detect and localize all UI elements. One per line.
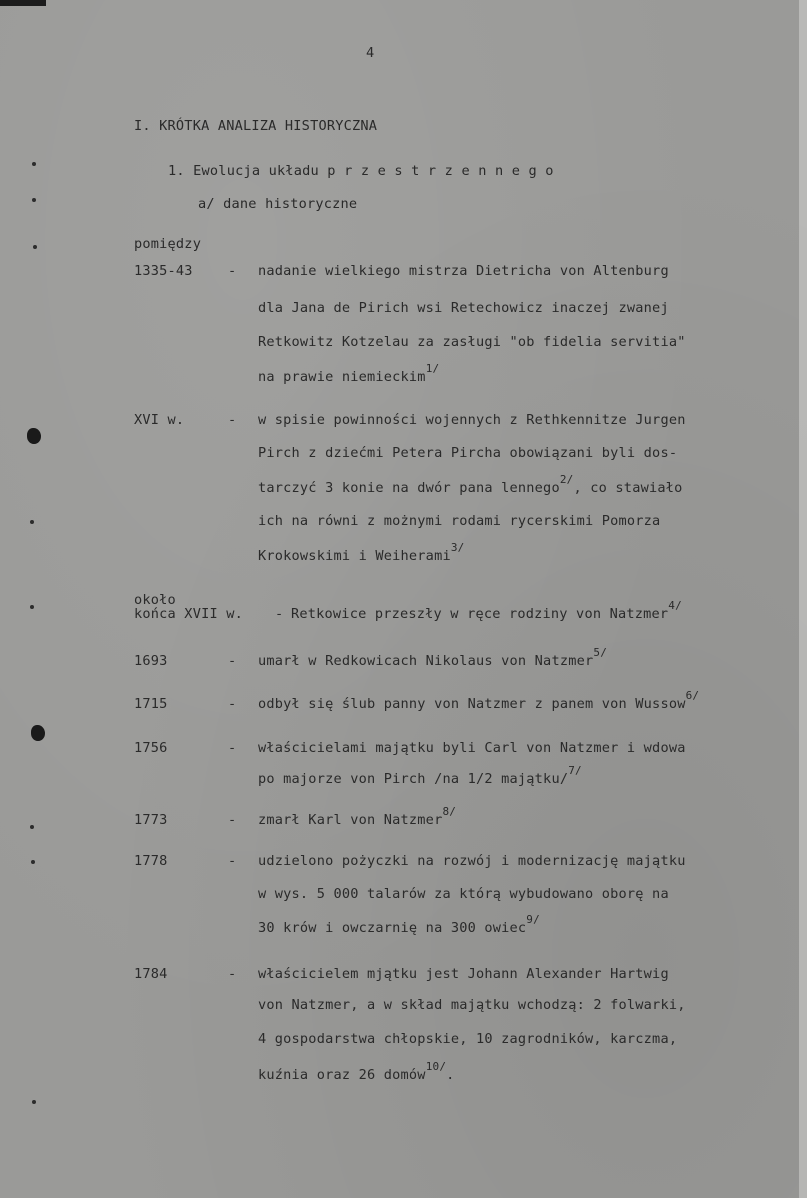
entry-dash: -: [228, 696, 237, 712]
entry-text-line: [291, 599, 682, 622]
entry-text: tarczyć 3 konie na dwór pana lennego: [258, 480, 560, 496]
entry-date: 1756: [134, 740, 168, 756]
entry-date: 1773: [134, 812, 168, 828]
entry-text: , co stawiało: [573, 480, 683, 496]
entry-dash: -: [228, 412, 237, 428]
entry-text: 30 krów i owczarnię na 300 owiec: [258, 920, 527, 936]
section-title: I. KRÓTKA ANALIZA HISTORYCZNA: [134, 118, 378, 134]
footnote-ref: 3/: [450, 541, 465, 554]
punch-hole-mark: [27, 428, 41, 444]
entry-dash: -: [228, 263, 237, 279]
date-qualifier: pomiędzy: [134, 236, 202, 252]
entry-text: zmarł Karl von Natzmer: [258, 812, 443, 828]
footnote-ref: 8/: [442, 805, 457, 818]
entry-dash: -: [228, 853, 237, 869]
margin-dot: [30, 605, 34, 609]
entry-text: na prawie niemieckim: [258, 369, 426, 385]
footnote-ref: 6/: [685, 689, 700, 702]
entry-text-line: [258, 362, 440, 385]
entry-text-line: [258, 689, 700, 712]
scan-right-edge: [799, 0, 807, 1198]
entry-date: 1784: [134, 966, 168, 982]
entry-text: Retkowice przeszły w ręce rodziny von Natzmer: [291, 606, 669, 622]
margin-dot: [33, 245, 37, 249]
footnote-ref: 10/: [425, 1060, 447, 1073]
entry-text-line: udzielono pożyczki na rozwój i modernizację majątku: [258, 853, 686, 869]
entry-dash: -: [228, 740, 237, 756]
entry-dash: -: [228, 812, 237, 828]
footnote-ref: 5/: [593, 646, 608, 659]
footnote-ref: 1/: [425, 362, 440, 375]
entry-dash: -: [228, 966, 237, 982]
entry-text: kuźnia oraz 26 domów: [258, 1067, 426, 1083]
margin-dot: [32, 198, 36, 202]
entry-text-line: dla Jana de Pirich wsi Retechowicz inaczej zwanej: [258, 300, 669, 316]
entry-text: po majorze von Pirch /na 1/2 majątku/: [258, 771, 569, 787]
entry-text-line: [258, 764, 582, 787]
entry-text-line: właścicielami majątku byli Carl von Natzmer i wdowa: [258, 740, 686, 756]
entry-text-line: [258, 1060, 455, 1083]
entry-date: 1693: [134, 653, 168, 669]
entry-text-line: [258, 541, 465, 564]
entry-text-line: [258, 473, 683, 496]
entry-text-line: [258, 805, 457, 828]
subsection-title: 1. Ewolucja układu p r z e s t r z e n n e g o: [168, 163, 554, 179]
page-number: 4: [366, 45, 375, 61]
entry-text-line: ich na równi z możnymi rodami rycerskimi Pomorza: [258, 513, 661, 529]
margin-dot: [32, 162, 36, 166]
entry-text-line: w wys. 5 000 talarów za którą wybudowano oborę na: [258, 886, 669, 902]
entry-text: Krokowskimi i Weiherami: [258, 548, 451, 564]
margin-dot: [30, 825, 34, 829]
punch-hole-mark: [31, 725, 45, 741]
subsubsection-title: a/ dane historyczne: [198, 196, 358, 212]
entry-date: 1335-43: [134, 263, 193, 279]
margin-dot: [32, 1100, 36, 1104]
entry-text: odbył się ślub panny von Natzmer z panem von Wussow: [258, 696, 686, 712]
entry-text: umarł w Redkowicach Nikolaus von Natzmer: [258, 653, 594, 669]
entry-text: .: [446, 1067, 455, 1083]
entry-date: XVI w.: [134, 412, 185, 428]
entry-text-line: nadanie wielkiego mistrza Dietricha von Altenburg: [258, 263, 669, 279]
date-qualifier: około: [134, 592, 176, 608]
margin-dot: [30, 520, 34, 524]
entry-date: 1715: [134, 696, 168, 712]
footnote-ref: 2/: [559, 473, 574, 486]
entry-date: końca XVII w.: [134, 606, 243, 622]
footnote-ref: 4/: [668, 599, 682, 612]
entry-text-line: [258, 646, 608, 669]
entry-text-line: Pirch z dziećmi Petera Pircha obowiązani byli dos-: [258, 445, 678, 461]
footnote-ref: 7/: [568, 764, 582, 777]
margin-dot: [31, 860, 35, 864]
entry-dash: -: [275, 606, 284, 622]
entry-date: 1778: [134, 853, 168, 869]
footnote-ref: 9/: [526, 913, 540, 926]
entry-text-line: Retkowitz Kotzelau za zasługi "ob fidelia servitia": [258, 334, 686, 350]
entry-dash: -: [228, 653, 237, 669]
entry-text-line: von Natzmer, a w skład majątku wchodzą: 2 folwarki,: [258, 997, 686, 1013]
entry-text-line: 4 gospodarstwa chłopskie, 10 zagrodników, karczma,: [258, 1031, 678, 1047]
scan-corner-mark: [0, 0, 46, 6]
entry-text-line: [258, 913, 540, 936]
entry-text-line: w spisie powinności wojennych z Rethkennitze Jurgen: [258, 412, 686, 428]
entry-text-line: właścicielem mjątku jest Johann Alexander Hartwig: [258, 966, 669, 982]
